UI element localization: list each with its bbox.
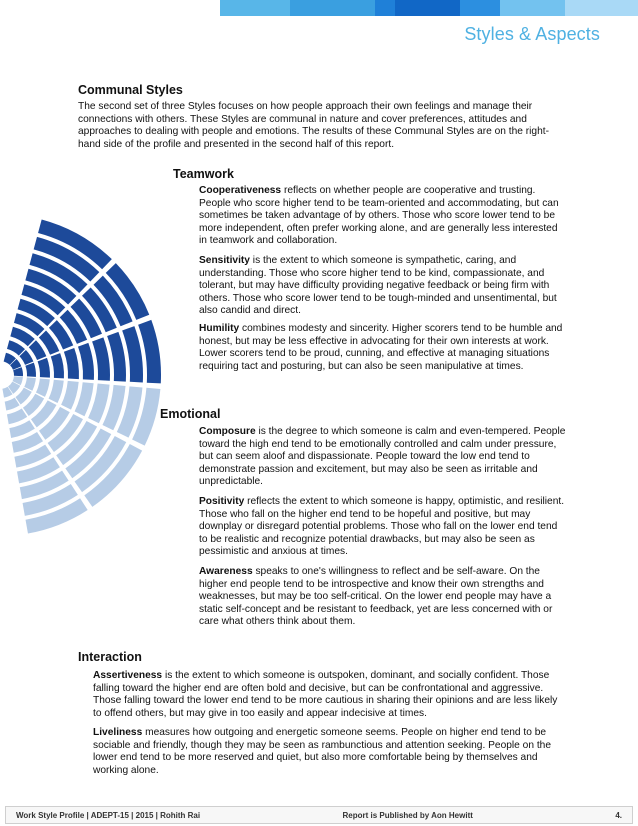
emotional-item-composure xyxy=(199,426,567,489)
fan-arc-segment xyxy=(36,378,50,396)
footer-document-info: Work Style Profile | ADEPT-15 | 2015 | Rohith Rai xyxy=(16,810,201,820)
term-label: Sensitivity xyxy=(199,255,250,266)
communal-styles-intro: The second set of three Styles focuses on how people approach their own feelings and manage their connections with others. These Styles are communal in nature and cover preferences, attitudes and approaches to dealing with people and emotions. The results of these Communal Styles are on the right-hand side of the profile and presented in the second half of this report. xyxy=(78,101,549,150)
term-description: combines modesty and sincerity. Higher scorers tend to be humble and honest, but may be less effective in advocating for their own interests at work. Lower scorers tend to be proud, cunning, and effective at managing situations requiring tact and posturing, but can also be seen manipulative at times. xyxy=(199,323,563,372)
emotional-item-positivity xyxy=(199,496,567,559)
color-bar-segment xyxy=(500,0,565,16)
header-color-bar xyxy=(220,0,638,16)
teamwork-heading: Teamwork xyxy=(173,167,234,181)
communal-styles-heading: Communal Styles xyxy=(78,83,183,97)
term-label: Cooperativeness xyxy=(199,185,282,196)
term-description: is the extent to which someone is outspoken, dominant, and socially confident. Those falling toward the higher end are often bold and decisive, but can be confrontational and aggressive. Those falling toward the lower end tend to be more cautious in sharing their opinions and are less likely to offend others, but may give in too easily and appear indecisive at times. xyxy=(93,670,558,719)
term-label: Humility xyxy=(199,323,240,334)
fan-arc-segment xyxy=(64,348,79,379)
decorative-fan-graphic xyxy=(0,130,165,670)
color-bar-segment xyxy=(375,0,395,16)
page-number: 4. xyxy=(615,810,622,820)
fan-arc-segment xyxy=(61,381,79,410)
term-description: speaks to one's willingness to reflect and be self-aware. On the higher end people tend to be introspective and know their own strengths and weaknesses, but may be too self-critical. On the lower end people may have a static self-concept and be resistant to feedback, yet are less concerned with or care what others think about them. xyxy=(199,566,553,627)
color-bar-segment xyxy=(395,0,460,16)
term-description: reflects on whether people are cooperative and trusting. People who score higher tend to be team-oriented and accommodating, but can sometimes be taken advantage of by others. Those who score lower tend to be more independent, often prefer working alone, and are generally less interested in teamwork and collaboration. xyxy=(199,185,559,246)
teamwork-item-humility xyxy=(199,323,567,373)
page-title: Styles & Aspects xyxy=(464,24,600,44)
emotional-heading: Emotional xyxy=(160,407,221,421)
fan-arc-segment xyxy=(7,409,27,425)
term-label: Composure xyxy=(199,426,256,437)
term-description: reflects the extent to which someone is happy, optimistic, and resilient. Those who fall on the higher end tend to be hopeful and positive, but may downplay or disregard potential problems. Those who fall on the lower end tend to be realistic and recognize potential drawbacks, but may also be seen as pessimistic and anxious at times. xyxy=(199,496,565,557)
teamwork-item-sensitivity xyxy=(199,255,567,318)
emotional-item-awareness xyxy=(199,566,567,629)
color-bar-segment xyxy=(220,0,290,16)
fan-arc-segment xyxy=(92,337,110,380)
interaction-item-liveliness xyxy=(93,727,565,777)
fan-arc-segment xyxy=(24,377,36,390)
term-label: Awareness xyxy=(199,566,253,577)
interaction-heading: Interaction xyxy=(78,650,142,664)
fan-arc-segment xyxy=(7,340,25,355)
color-bar-segment xyxy=(290,0,375,16)
page-footer xyxy=(5,806,633,824)
color-bar-segment xyxy=(565,0,638,16)
footer-publisher: Report is Published by Aon Hewitt xyxy=(342,810,473,820)
interaction-item-assertiveness xyxy=(93,670,565,720)
fan-arc-segment xyxy=(51,353,64,378)
teamwork-item-cooperativeness xyxy=(199,185,567,248)
term-description: is the degree to which someone is calm and even-tempered. People toward the high end tend to be emotionally controlled and calm under pressure, but can seem aloof and dispassionate. People toward the low end tend to demonstrate passion and excitement, but may also be seen as irritable and unpredictable. xyxy=(199,426,566,487)
fan-arc-segment xyxy=(78,343,94,380)
term-description: measures how outgoing and energetic someone seems. People on higher end tend to be sociable and friendly, though they may be seen as rambunctious and attention seeking. People on the lower end tend to be more reserved and quiet, but also more comfortable being by themselves and working alone. xyxy=(93,727,551,776)
fan-arc-segment xyxy=(15,388,31,405)
term-description: is the extent to which someone is sympathetic, caring, and understanding. Those who score higher tend to be kind, compassionate, and tolerant, but may have difficulty providing negative feedback or being firm with others. Those who score lower tend to be tough-minded and unsentimental, but also candid and direct. xyxy=(199,255,557,316)
term-label: Assertiveness xyxy=(93,670,163,681)
fan-arc-segment xyxy=(49,380,64,403)
fan-arc-segment xyxy=(25,363,36,377)
color-bar-segment xyxy=(460,0,500,16)
term-label: Liveliness xyxy=(93,727,143,738)
term-label: Positivity xyxy=(199,496,245,507)
fan-arc-segment xyxy=(38,358,50,378)
